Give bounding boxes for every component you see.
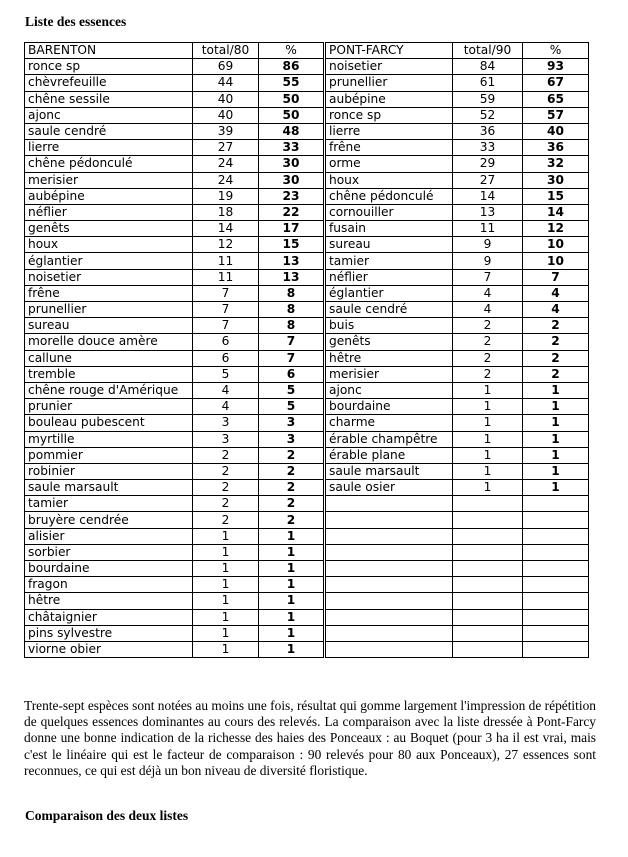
table-row xyxy=(25,366,589,382)
table-row xyxy=(25,577,589,593)
left-count: 6 xyxy=(193,334,259,350)
table-row xyxy=(25,625,589,641)
left-species-name: aubépine xyxy=(25,188,193,204)
right-empty-cell xyxy=(325,512,453,528)
right-count: 1 xyxy=(453,431,523,447)
left-percent: 50 xyxy=(259,91,325,107)
left-species-name: prunier xyxy=(25,399,193,415)
right-species-name: ronce sp xyxy=(325,107,453,123)
right-percent: 4 xyxy=(523,302,589,318)
table-row xyxy=(25,561,589,577)
right-count: 13 xyxy=(453,204,523,220)
left-count: 24 xyxy=(193,156,259,172)
right-percent: 4 xyxy=(523,285,589,301)
left-percent: 8 xyxy=(259,285,325,301)
right-percent: 40 xyxy=(523,123,589,139)
table-row xyxy=(25,140,589,156)
left-count: 3 xyxy=(193,415,259,431)
left-percent: 1 xyxy=(259,593,325,609)
right-percent-header: % xyxy=(523,43,589,59)
left-count: 4 xyxy=(193,399,259,415)
left-total-header: total/80 xyxy=(193,43,259,59)
left-species-name: noisetier xyxy=(25,269,193,285)
left-percent: 1 xyxy=(259,641,325,657)
left-species-name: frêne xyxy=(25,285,193,301)
left-count: 7 xyxy=(193,302,259,318)
right-empty-cell xyxy=(523,577,589,593)
right-count: 1 xyxy=(453,480,523,496)
table-row xyxy=(25,188,589,204)
left-count: 1 xyxy=(193,577,259,593)
right-empty-cell xyxy=(453,544,523,560)
left-species-name: chêne rouge d'Amérique xyxy=(25,382,193,398)
left-percent: 48 xyxy=(259,123,325,139)
left-count: 19 xyxy=(193,188,259,204)
right-count: 1 xyxy=(453,415,523,431)
right-species-name: ajonc xyxy=(325,382,453,398)
right-empty-cell xyxy=(523,496,589,512)
left-percent: 6 xyxy=(259,366,325,382)
table-row xyxy=(25,91,589,107)
left-species-name: lierre xyxy=(25,140,193,156)
table-row xyxy=(25,253,589,269)
right-species-name: tamier xyxy=(325,253,453,269)
right-percent: 1 xyxy=(523,399,589,415)
left-percent-header: % xyxy=(259,43,325,59)
right-empty-cell xyxy=(325,593,453,609)
left-percent: 2 xyxy=(259,512,325,528)
left-count: 5 xyxy=(193,366,259,382)
left-percent: 1 xyxy=(259,528,325,544)
right-species-name: saule cendré xyxy=(325,302,453,318)
left-percent: 7 xyxy=(259,334,325,350)
right-empty-cell xyxy=(325,641,453,657)
right-species-name: érable plane xyxy=(325,447,453,463)
table-row xyxy=(25,172,589,188)
body-paragraph: Trente-sept espèces sont notées au moins une fois, résultat qui gomme largement l'impression de répétition de quelques essences dominantes au cours des relevés. La comparaison avec la liste dressée à Pont-Farcy donne une bonne indication de la richesse des haies des Ponceaux : au Boquet (pour 3 ha il est vrai, mais c'est le linéaire qui est le facteur de comparaison : 90 relevés pour 80 aux Ponceaux), 27 essences sont reconnues, ce qui est déjà un bon niveau de diversité floristique. xyxy=(24,698,596,778)
left-percent: 15 xyxy=(259,237,325,253)
table-row xyxy=(25,609,589,625)
right-count: 2 xyxy=(453,350,523,366)
left-count: 2 xyxy=(193,463,259,479)
right-empty-cell xyxy=(523,512,589,528)
left-species-name: myrtille xyxy=(25,431,193,447)
right-empty-cell xyxy=(325,577,453,593)
right-percent: 10 xyxy=(523,253,589,269)
right-percent: 1 xyxy=(523,431,589,447)
left-percent: 55 xyxy=(259,75,325,91)
left-species-name: bourdaine xyxy=(25,561,193,577)
table-row xyxy=(25,399,589,415)
left-percent: 7 xyxy=(259,350,325,366)
left-species-name: prunellier xyxy=(25,302,193,318)
right-species-name: bourdaine xyxy=(325,399,453,415)
left-percent: 1 xyxy=(259,625,325,641)
right-count: 4 xyxy=(453,302,523,318)
left-percent: 30 xyxy=(259,156,325,172)
left-count: 1 xyxy=(193,528,259,544)
right-empty-cell xyxy=(453,528,523,544)
species-table xyxy=(24,42,589,658)
right-percent: 2 xyxy=(523,350,589,366)
right-percent: 30 xyxy=(523,172,589,188)
left-species-name: sorbier xyxy=(25,544,193,560)
table-row xyxy=(25,350,589,366)
table-row xyxy=(25,285,589,301)
list-title: Liste des essences xyxy=(25,14,127,29)
right-percent: 57 xyxy=(523,107,589,123)
left-percent: 1 xyxy=(259,609,325,625)
right-species-name: néflier xyxy=(325,269,453,285)
table-row xyxy=(25,463,589,479)
right-empty-cell xyxy=(325,561,453,577)
left-percent: 23 xyxy=(259,188,325,204)
left-species-name: chèvrefeuille xyxy=(25,75,193,91)
left-species-name: callune xyxy=(25,350,193,366)
left-percent: 13 xyxy=(259,253,325,269)
left-species-name: bruyère cendrée xyxy=(25,512,193,528)
right-species-name: sureau xyxy=(325,237,453,253)
left-count: 6 xyxy=(193,350,259,366)
left-species-name: saule marsault xyxy=(25,480,193,496)
table-row xyxy=(25,123,589,139)
table-row xyxy=(25,641,589,657)
right-species-name: fusain xyxy=(325,221,453,237)
left-species-name: tamier xyxy=(25,496,193,512)
right-empty-cell xyxy=(453,561,523,577)
right-empty-cell xyxy=(453,641,523,657)
table-row xyxy=(25,593,589,609)
left-species-name: tremble xyxy=(25,366,193,382)
right-empty-cell xyxy=(325,609,453,625)
table-row xyxy=(25,204,589,220)
table-header-row xyxy=(25,43,589,59)
table-row xyxy=(25,431,589,447)
left-species-name: viorne obier xyxy=(25,641,193,657)
right-percent: 36 xyxy=(523,140,589,156)
right-count: 27 xyxy=(453,172,523,188)
right-species-name: buis xyxy=(325,318,453,334)
left-species-name: églantier xyxy=(25,253,193,269)
left-count: 4 xyxy=(193,382,259,398)
right-percent: 15 xyxy=(523,188,589,204)
right-species-name: houx xyxy=(325,172,453,188)
right-count: 2 xyxy=(453,318,523,334)
left-species-name: sureau xyxy=(25,318,193,334)
left-species-name: merisier xyxy=(25,172,193,188)
left-species-name: chêne sessile xyxy=(25,91,193,107)
right-count: 36 xyxy=(453,123,523,139)
right-total-header: total/90 xyxy=(453,43,523,59)
right-count: 29 xyxy=(453,156,523,172)
right-percent: 1 xyxy=(523,463,589,479)
right-empty-cell xyxy=(453,593,523,609)
right-species-name: genêts xyxy=(325,334,453,350)
right-species-name: charme xyxy=(325,415,453,431)
left-count: 27 xyxy=(193,140,259,156)
table-row xyxy=(25,334,589,350)
right-empty-cell xyxy=(523,593,589,609)
table-row xyxy=(25,415,589,431)
left-percent: 13 xyxy=(259,269,325,285)
right-species-name: merisier xyxy=(325,366,453,382)
left-count: 24 xyxy=(193,172,259,188)
right-species-name: hêtre xyxy=(325,350,453,366)
right-empty-cell xyxy=(523,641,589,657)
left-species-name: néflier xyxy=(25,204,193,220)
right-percent: 1 xyxy=(523,382,589,398)
left-percent: 22 xyxy=(259,204,325,220)
right-count: 84 xyxy=(453,59,523,75)
right-count: 11 xyxy=(453,221,523,237)
right-count: 52 xyxy=(453,107,523,123)
right-empty-cell xyxy=(325,625,453,641)
left-count: 1 xyxy=(193,544,259,560)
left-percent: 2 xyxy=(259,447,325,463)
left-count: 11 xyxy=(193,269,259,285)
right-empty-cell xyxy=(453,512,523,528)
left-percent: 3 xyxy=(259,431,325,447)
right-count: 61 xyxy=(453,75,523,91)
left-percent: 8 xyxy=(259,302,325,318)
left-species-name: chêne pédonculé xyxy=(25,156,193,172)
right-percent: 14 xyxy=(523,204,589,220)
left-percent: 50 xyxy=(259,107,325,123)
table-row xyxy=(25,382,589,398)
left-count: 40 xyxy=(193,91,259,107)
left-percent: 5 xyxy=(259,399,325,415)
left-species-name: saule cendré xyxy=(25,123,193,139)
left-count: 69 xyxy=(193,59,259,75)
left-count: 2 xyxy=(193,480,259,496)
left-count: 1 xyxy=(193,561,259,577)
right-percent: 1 xyxy=(523,480,589,496)
left-count: 14 xyxy=(193,221,259,237)
right-empty-cell xyxy=(325,496,453,512)
left-percent: 1 xyxy=(259,561,325,577)
left-species-name: alisier xyxy=(25,528,193,544)
section-heading: Comparaison des deux listes xyxy=(25,808,189,823)
right-percent: 1 xyxy=(523,415,589,431)
table-row xyxy=(25,75,589,91)
table-row xyxy=(25,528,589,544)
left-count: 40 xyxy=(193,107,259,123)
right-empty-cell xyxy=(523,528,589,544)
right-count: 1 xyxy=(453,382,523,398)
left-species-name: morelle douce amère xyxy=(25,334,193,350)
left-count: 44 xyxy=(193,75,259,91)
left-percent: 30 xyxy=(259,172,325,188)
right-count: 7 xyxy=(453,269,523,285)
left-species-name: hêtre xyxy=(25,593,193,609)
right-count: 1 xyxy=(453,399,523,415)
table-row xyxy=(25,156,589,172)
right-species-name: saule osier xyxy=(325,480,453,496)
left-species-name: robinier xyxy=(25,463,193,479)
right-percent: 2 xyxy=(523,366,589,382)
left-percent: 2 xyxy=(259,463,325,479)
right-species-name: aubépine xyxy=(325,91,453,107)
right-count: 33 xyxy=(453,140,523,156)
right-species-name: orme xyxy=(325,156,453,172)
table-row xyxy=(25,318,589,334)
right-count: 1 xyxy=(453,463,523,479)
right-empty-cell xyxy=(453,577,523,593)
left-count: 1 xyxy=(193,593,259,609)
right-percent: 7 xyxy=(523,269,589,285)
left-count: 3 xyxy=(193,431,259,447)
right-percent: 2 xyxy=(523,334,589,350)
right-species-name: érable champêtre xyxy=(325,431,453,447)
table-row xyxy=(25,59,589,75)
left-count: 11 xyxy=(193,253,259,269)
left-species-name: châtaignier xyxy=(25,609,193,625)
right-count: 9 xyxy=(453,237,523,253)
right-count: 14 xyxy=(453,188,523,204)
right-percent: 93 xyxy=(523,59,589,75)
left-percent: 33 xyxy=(259,140,325,156)
right-species-name: frêne xyxy=(325,140,453,156)
left-count: 1 xyxy=(193,641,259,657)
left-percent: 2 xyxy=(259,496,325,512)
right-empty-cell xyxy=(453,496,523,512)
left-count: 39 xyxy=(193,123,259,139)
left-count: 1 xyxy=(193,609,259,625)
table-row xyxy=(25,302,589,318)
right-empty-cell xyxy=(523,609,589,625)
right-count: 2 xyxy=(453,334,523,350)
right-empty-cell xyxy=(325,528,453,544)
right-empty-cell xyxy=(453,609,523,625)
right-count: 4 xyxy=(453,285,523,301)
left-species-name: pommier xyxy=(25,447,193,463)
left-count: 12 xyxy=(193,237,259,253)
right-count: 2 xyxy=(453,366,523,382)
left-percent: 86 xyxy=(259,59,325,75)
right-percent: 65 xyxy=(523,91,589,107)
right-species-name: églantier xyxy=(325,285,453,301)
left-species-name: bouleau pubescent xyxy=(25,415,193,431)
right-percent: 67 xyxy=(523,75,589,91)
right-species-name: noisetier xyxy=(325,59,453,75)
right-empty-cell xyxy=(523,561,589,577)
left-count: 1 xyxy=(193,625,259,641)
left-percent: 5 xyxy=(259,382,325,398)
right-species-name: cornouiller xyxy=(325,204,453,220)
right-species-name: lierre xyxy=(325,123,453,139)
table-row xyxy=(25,269,589,285)
left-percent: 8 xyxy=(259,318,325,334)
right-species-name: saule marsault xyxy=(325,463,453,479)
right-empty-cell xyxy=(523,625,589,641)
left-percent: 2 xyxy=(259,480,325,496)
left-species-name: ronce sp xyxy=(25,59,193,75)
left-count: 2 xyxy=(193,512,259,528)
right-species-name: chêne pédonculé xyxy=(325,188,453,204)
right-species-name: prunellier xyxy=(325,75,453,91)
right-site-header: PONT-FARCY xyxy=(325,43,453,59)
right-empty-cell xyxy=(523,544,589,560)
table-row xyxy=(25,480,589,496)
left-species-name: pins sylvestre xyxy=(25,625,193,641)
table-row xyxy=(25,544,589,560)
left-site-header: BARENTON xyxy=(25,43,193,59)
left-percent: 3 xyxy=(259,415,325,431)
left-percent: 17 xyxy=(259,221,325,237)
right-percent: 32 xyxy=(523,156,589,172)
table-row xyxy=(25,496,589,512)
left-count: 2 xyxy=(193,447,259,463)
table-row xyxy=(25,447,589,463)
table-row xyxy=(25,221,589,237)
right-empty-cell xyxy=(453,625,523,641)
right-percent: 1 xyxy=(523,447,589,463)
right-percent: 12 xyxy=(523,221,589,237)
right-empty-cell xyxy=(325,544,453,560)
right-percent: 2 xyxy=(523,318,589,334)
left-count: 2 xyxy=(193,496,259,512)
left-percent: 1 xyxy=(259,577,325,593)
right-count: 9 xyxy=(453,253,523,269)
right-count: 1 xyxy=(453,447,523,463)
left-count: 7 xyxy=(193,318,259,334)
left-species-name: ajonc xyxy=(25,107,193,123)
right-percent: 10 xyxy=(523,237,589,253)
right-count: 59 xyxy=(453,91,523,107)
table-row xyxy=(25,237,589,253)
left-species-name: genêts xyxy=(25,221,193,237)
left-count: 7 xyxy=(193,285,259,301)
left-count: 18 xyxy=(193,204,259,220)
left-species-name: fragon xyxy=(25,577,193,593)
left-species-name: houx xyxy=(25,237,193,253)
table-row xyxy=(25,512,589,528)
table-row xyxy=(25,107,589,123)
left-percent: 1 xyxy=(259,544,325,560)
